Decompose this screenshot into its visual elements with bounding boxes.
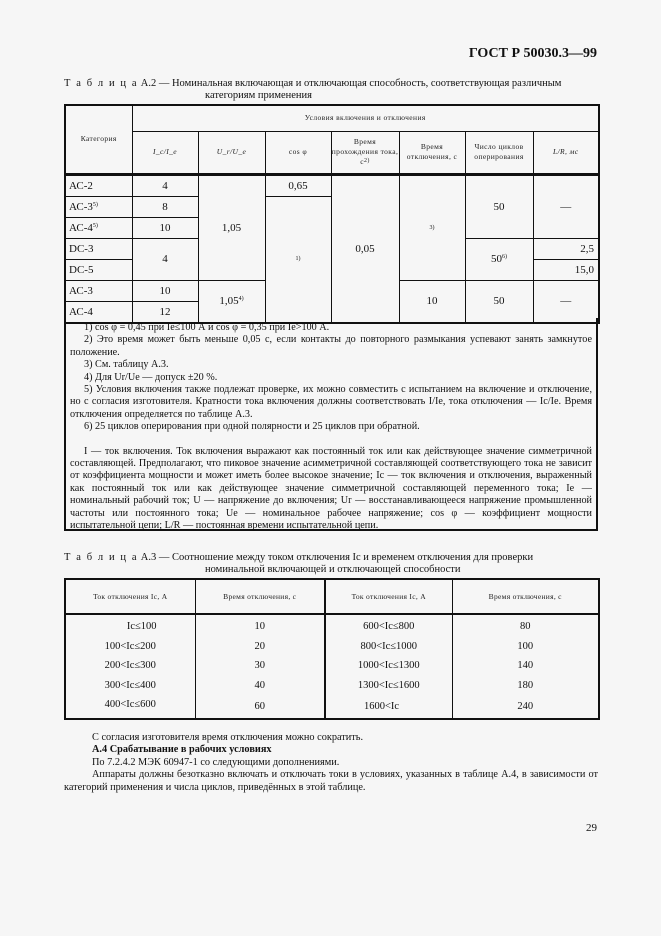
current-range-cell: Ic≤100 — [65, 614, 195, 637]
u-ratio-cell — [198, 280, 265, 323]
current-range-cell: 200<Ic≤300 — [65, 656, 195, 676]
current-range-cell: 300<Ic≤400 — [65, 676, 195, 696]
header-u-ratio: U_r/U_e — [198, 131, 265, 174]
table-row — [65, 656, 599, 676]
table-row — [65, 676, 599, 696]
u-ratio-cell: 1,05 — [198, 174, 265, 280]
category-cell: АС-2 — [65, 174, 132, 196]
current-range-cell: 100<Ic≤200 — [65, 637, 195, 657]
page-number: 29 — [586, 822, 597, 834]
header-break-current: Ток отключения Ic, А — [325, 579, 452, 614]
footnote-3: 3) См. таблицу А.3. — [84, 359, 169, 371]
footnote-5: 5) Условия включения также подлежат проверке, их можно совместить с испытанием на включение и отключение, но с согласия изготовителя. Кратности тока включения должны соответствовать I/Ie, тока отключения — Ic/Ie. Время отключения определяется по таблице А.3. — [70, 384, 592, 420]
footnote-ref: 5) — [92, 201, 98, 208]
table-a3 — [64, 578, 600, 720]
document-id: ГОСТ Р 50030.3—99 — [468, 46, 597, 61]
header-lr: L/R, мс — [533, 131, 599, 174]
time-cell: 60 — [195, 695, 325, 719]
footnote-ref: 6) — [502, 254, 507, 260]
header-i-ratio: I_c/I_e — [132, 131, 198, 174]
footnote-6: 6) 25 циклов оперирования при одной полярности и 25 циклов при обратной. — [84, 421, 420, 433]
category-cell — [65, 196, 132, 217]
category-cell: АС-3 — [65, 280, 132, 301]
table-a3-caption — [64, 552, 604, 576]
break-time-cell: 3) — [399, 174, 465, 280]
caption-line2: номинальной включающей и отключающей способности — [205, 564, 461, 575]
header-group: Условия включения и отключения — [132, 105, 599, 131]
cos-cell: 1) — [265, 196, 331, 323]
caption-label: Т а б л и ц а — [64, 78, 139, 89]
current-range-cell: 1300<Ic≤1600 — [325, 676, 452, 696]
i-ratio-cell: 4 — [132, 174, 198, 196]
time-cell: 10 — [195, 614, 325, 637]
header-break-current: Ток отключения Ic, А — [65, 579, 195, 614]
lr-cell: — — [533, 174, 599, 238]
header-flow-time-text: Время прохождения тока, с — [331, 137, 399, 166]
paragraph: По 7.2.4.2 МЭК 60947-1 со следующими дополнениями. — [92, 756, 340, 768]
header-break-time: Время отключения, с — [452, 579, 599, 614]
time-cell: 20 — [195, 637, 325, 657]
current-range-cell: 800<Ic≤1000 — [325, 637, 452, 657]
table-a2 — [64, 104, 600, 324]
table-row — [65, 614, 599, 637]
i-ratio-cell: 10 — [132, 217, 198, 238]
footnote-4: 4) Для Ur/Ue — допуск ±20 %. — [84, 371, 218, 383]
header-cos: cos φ — [265, 131, 331, 174]
header-break-time: Время отключения, с — [399, 131, 465, 174]
header-cycles: Число циклов оперирования — [465, 131, 533, 174]
lr-cell: 2,5 — [533, 238, 599, 259]
footnote-1: 1) cos φ = 0,45 при Ie≤100 А и cos φ = 0,35 при Ie>100 А. — [84, 322, 330, 333]
time-cell: 30 — [195, 656, 325, 676]
cos-cell: 0,65 — [265, 174, 331, 196]
footnote-2: 2) Это время может быть меньше 0,05 с, если контакты до повторного размыкания успевают занять замкнутое положение. — [70, 334, 592, 358]
time-cell: 140 — [452, 656, 599, 676]
paragraph: Аппараты должны безотказно включать и отключать токи в условиях, указанных в таблице А.4, в зависимости от категорий применения и числа циклов, приведённых в этой таблице. — [64, 769, 598, 793]
category-text: АС-3 — [69, 200, 93, 213]
header-break-time: Время отключения, с — [195, 579, 325, 614]
category-text: АС-4 — [69, 221, 93, 234]
category-cell: АС-4 — [65, 301, 132, 323]
time-cell: 40 — [195, 676, 325, 696]
lr-cell: 15,0 — [533, 259, 599, 280]
i-ratio-cell: 10 — [132, 280, 198, 301]
u-ratio-text: 1,05 — [219, 295, 239, 307]
i-ratio-cell: 12 — [132, 301, 198, 323]
time-cell: 180 — [452, 676, 599, 696]
section-heading: А.4 Срабатывание в рабочих условиях — [92, 744, 272, 756]
table-a2-caption — [64, 78, 604, 102]
footnote-ref: 2) — [363, 158, 370, 164]
caption-line1: Номинальная включающая и отключающая способность, соответствующая различным — [171, 78, 562, 89]
time-cell: 100 — [452, 637, 599, 657]
paragraph: С согласия изготовителя время отключения можно сократить. — [92, 732, 364, 743]
time-cell: 240 — [452, 695, 599, 719]
i-ratio-cell: 4 — [132, 238, 198, 280]
category-cell — [65, 217, 132, 238]
break-time-cell: 10 — [399, 280, 465, 323]
cycles-cell: 50 — [465, 174, 533, 238]
current-range-cell: 400<Ic≤600 — [65, 695, 195, 719]
caption-number: А.3 — — [140, 552, 170, 563]
caption-label: Т а б л и ц а — [64, 552, 139, 563]
caption-line2: категориям применения — [205, 90, 312, 101]
caption-number: А.2 — — [140, 78, 170, 89]
footnote-ref: 4) — [238, 296, 244, 302]
current-range-cell: 1600<Ic — [325, 695, 452, 719]
cycles-text: 50 — [491, 253, 502, 265]
category-cell: DC-5 — [65, 259, 132, 280]
i-ratio-cell: 8 — [132, 196, 198, 217]
cycles-cell — [465, 238, 533, 280]
flow-time-cell: 0,05 — [331, 174, 399, 323]
current-range-cell: 600<Ic≤800 — [325, 614, 452, 637]
table-row — [65, 637, 599, 657]
body-section — [64, 732, 598, 794]
current-range-cell: 1000<Ic≤1300 — [325, 656, 452, 676]
table-row — [65, 695, 599, 719]
lr-cell: — — [533, 280, 599, 323]
symbol-legend: I — ток включения. Ток включения выражают как постоянный ток или как действующее значение симметричной составляющей. Предполагают, что пиковое значение асимметричной составляющей соответствующего тока не зависит от коэффициента мощности и может иметь более высокое значение; Ic — ток включения и отключения, выраженный как постоянный ток или как действующее значение симметричной составляющей переменного тока; Ie — номинальный рабочий ток; U — напряжение до включения; Ur — восстанавливающееся напряжение промышленной частоты или постоянного тока; Ue — номинальное рабочее напряжение; cos φ — коэффициент мощности испытательной цепи; L/R — постоянная времени испытательной цепи. — [70, 445, 592, 532]
header-category: Категория — [65, 105, 132, 174]
cycles-cell: 50 — [465, 280, 533, 323]
time-cell: 80 — [452, 614, 599, 637]
table-a2-notes — [64, 318, 598, 531]
category-cell: DC-3 — [65, 238, 132, 259]
table-row — [65, 174, 599, 196]
footnote-ref: 5) — [92, 222, 98, 229]
header-flow-time — [331, 131, 399, 174]
caption-line1: Соотношение между током отключения Ic и временем отключения для проверки — [171, 552, 534, 563]
